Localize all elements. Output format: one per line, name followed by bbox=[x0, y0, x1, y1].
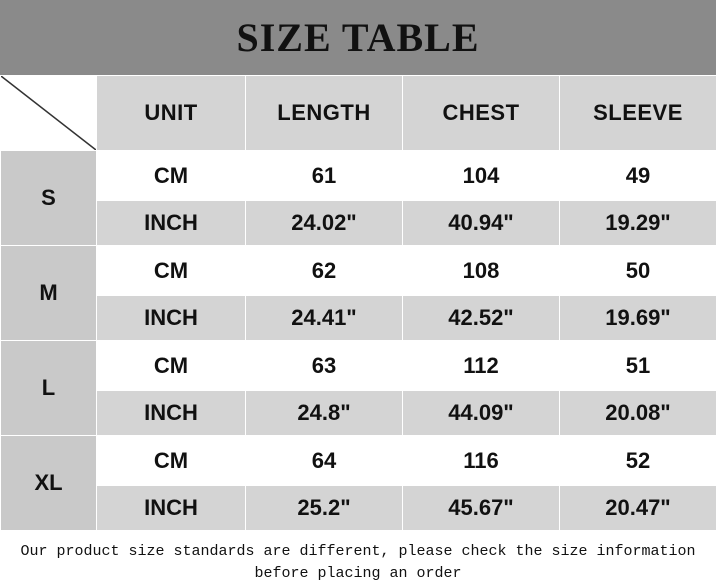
table-row bbox=[1, 436, 716, 486]
unit-cm: CM bbox=[97, 246, 246, 296]
sleeve-value: 19.69" bbox=[560, 296, 716, 341]
sleeve-value: 49 bbox=[560, 151, 716, 201]
unit-inch: INCH bbox=[97, 391, 246, 436]
table-row bbox=[1, 201, 716, 246]
size-note-line-2: before placing an order bbox=[10, 563, 706, 585]
table-row bbox=[1, 296, 716, 341]
chest-value: 44.09" bbox=[403, 391, 560, 436]
unit-inch: INCH bbox=[97, 486, 246, 531]
header-chest: CHEST bbox=[403, 76, 560, 151]
sleeve-value: 50 bbox=[560, 246, 716, 296]
page-title: SIZE TABLE bbox=[236, 14, 479, 61]
sleeve-value: 19.29" bbox=[560, 201, 716, 246]
chest-value: 112 bbox=[403, 341, 560, 391]
chest-value: 45.67" bbox=[403, 486, 560, 531]
length-value: 61 bbox=[246, 151, 403, 201]
diagonal-divider-icon bbox=[1, 76, 96, 150]
size-label-s: S bbox=[1, 151, 97, 246]
table-row bbox=[1, 391, 716, 436]
size-label-m: M bbox=[1, 246, 97, 341]
length-value: 24.8" bbox=[246, 391, 403, 436]
table-row bbox=[1, 246, 716, 296]
table-row bbox=[1, 341, 716, 391]
chest-value: 42.52" bbox=[403, 296, 560, 341]
chest-value: 108 bbox=[403, 246, 560, 296]
header-sleeve: SLEEVE bbox=[560, 76, 716, 151]
unit-cm: CM bbox=[97, 341, 246, 391]
size-label-l: L bbox=[1, 341, 97, 436]
table-row bbox=[1, 151, 716, 201]
chest-value: 116 bbox=[403, 436, 560, 486]
unit-inch: INCH bbox=[97, 201, 246, 246]
size-note bbox=[0, 531, 716, 585]
sleeve-value: 20.47" bbox=[560, 486, 716, 531]
length-value: 24.41" bbox=[246, 296, 403, 341]
length-value: 24.02" bbox=[246, 201, 403, 246]
length-value: 62 bbox=[246, 246, 403, 296]
length-value: 63 bbox=[246, 341, 403, 391]
sleeve-value: 51 bbox=[560, 341, 716, 391]
sleeve-value: 20.08" bbox=[560, 391, 716, 436]
unit-cm: CM bbox=[97, 151, 246, 201]
table-header-row bbox=[1, 76, 716, 151]
length-value: 64 bbox=[246, 436, 403, 486]
unit-cm: CM bbox=[97, 436, 246, 486]
size-label-xl: XL bbox=[1, 436, 97, 531]
corner-cell bbox=[1, 76, 97, 151]
length-value: 25.2" bbox=[246, 486, 403, 531]
size-note-line-1: Our product size standards are different, please check the size information bbox=[10, 541, 706, 563]
header-unit: UNIT bbox=[97, 76, 246, 151]
header-length: LENGTH bbox=[246, 76, 403, 151]
table-row bbox=[1, 486, 716, 531]
chest-value: 40.94" bbox=[403, 201, 560, 246]
sleeve-value: 52 bbox=[560, 436, 716, 486]
chest-value: 104 bbox=[403, 151, 560, 201]
size-table bbox=[0, 75, 716, 531]
title-bar bbox=[0, 0, 716, 75]
unit-inch: INCH bbox=[97, 296, 246, 341]
